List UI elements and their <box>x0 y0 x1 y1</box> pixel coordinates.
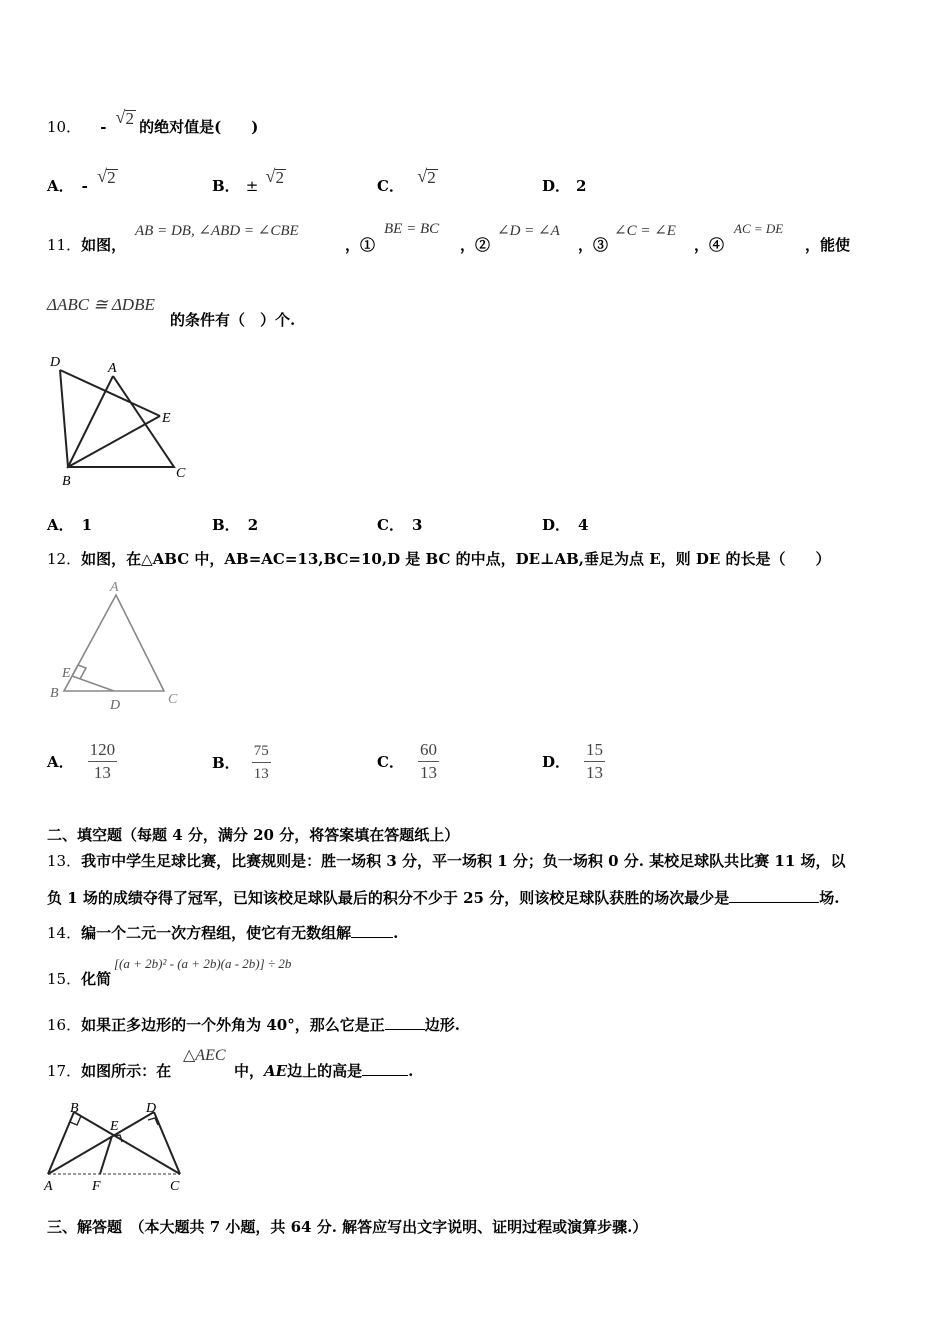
q16-stem: 16．如果正多边形的一个外角为 40°，那么它是正 边形. <box>47 1016 460 1034</box>
q12-option-b: B． $\frac{75}{13}$ <box>212 740 271 785</box>
q10-option-b: B． ± √ 2 <box>212 166 284 195</box>
q11-label-c: C <box>176 466 186 481</box>
section3-heading: 三、解答题 （本大题共 7 小题，共 64 分. 解答应写出文字说明、证明过程或演算步骤.） <box>47 1218 648 1236</box>
q17-stem: 17．如图所示：在 <box>47 1062 172 1080</box>
q17-label-b: B <box>70 1101 79 1116</box>
q11-option-c: C． 3 <box>377 516 423 534</box>
q11-label-e: E <box>162 411 171 426</box>
q10-number: 10． <box>47 118 82 136</box>
q14-number: 14． <box>47 924 82 942</box>
q11-cond4: AC = DE <box>734 221 784 236</box>
q13-number: 13． <box>47 852 82 870</box>
q15-expression: [(a + 2b)² - (a + 2b)(a - 2b)] ÷ 2b <box>114 956 292 971</box>
q13-line2: 负 1 场的成绩夺得了冠军，已知该校足球队最后的积分不少于 25 分，则该校足球队获胜的场次最少是 场. <box>47 889 840 907</box>
q10-text: 的绝对值是( ) <box>139 118 259 136</box>
q10-option-a: A． - √ 2 <box>47 166 116 195</box>
q11-congruence: ΔABC ≅ ΔDBE <box>47 295 155 314</box>
q15-number: 15． <box>47 970 82 988</box>
q11-option-d: D． 4 <box>542 516 589 534</box>
q11-cond2: ∠D = ∠A <box>497 223 560 239</box>
q12-figure <box>42 575 192 715</box>
q12-label-c: C <box>168 692 178 707</box>
q17-label-f: F <box>92 1179 101 1194</box>
q12-stem: 12．如图，在△ABC 中，AB=AC=13,BC=10,D 是 BC 的中点，DE⊥AB,垂足为点 E，则 DE 的长是（ ） <box>47 550 831 568</box>
q10-stem <box>47 107 259 137</box>
q17-triangle: △AEC <box>183 1047 226 1064</box>
q13-answer-blank[interactable] <box>729 888 819 903</box>
q17-figure <box>40 1098 200 1196</box>
q17-label-a: A <box>44 1179 53 1194</box>
q12-option-d: D． $\frac{15}{13}$ <box>542 740 604 782</box>
q11-label-a: A <box>108 361 117 376</box>
q12-number: 12． <box>47 550 82 568</box>
q10-sqrt: √ 2 <box>115 107 135 128</box>
q11-stem: 11．如图， <box>47 236 127 254</box>
q17-label-e: E <box>110 1119 119 1134</box>
q15-stem: 15．化简 <box>47 970 112 988</box>
q10-option-c: C． √ 2 <box>377 166 436 195</box>
q12-label-e: E <box>62 666 71 681</box>
q12-label-b: B <box>50 686 59 701</box>
q16-answer-blank[interactable] <box>385 1015 425 1030</box>
q14-stem: 14．编一个二元一次方程组，使它有无数组解 . <box>47 924 399 942</box>
q11-option-a: A． 1 <box>47 516 93 534</box>
q17-answer-blank[interactable] <box>362 1061 408 1076</box>
section2-heading: 二、填空题（每题 4 分，满分 20 分，将答案填在答题纸上） <box>47 826 460 844</box>
q13-line1: 13．我市中学生足球比赛，比赛规则是：胜一场积 3 分，平一场积 1 分；负一场积 0 分. 某校足球队共比赛 11 场，以 <box>47 852 846 870</box>
q11-label-b: B <box>62 474 71 489</box>
q11-figure <box>40 350 200 490</box>
q12-option-c: C． $\frac{60}{13}$ <box>377 740 437 782</box>
q17-stem-tail: 中，AE边上的高是 . <box>234 1062 414 1080</box>
q11-text2: 的条件有（ ）个. <box>170 311 296 329</box>
q11-given: AB = DB, ∠ABD = ∠CBE <box>135 223 299 239</box>
q11-option-b: B． 2 <box>212 516 259 534</box>
q16-number: 16． <box>47 1016 82 1034</box>
q12-label-d: D <box>110 698 121 713</box>
q11-label-d: D <box>50 355 61 370</box>
q17-number: 17． <box>47 1062 82 1080</box>
q12-label-a: A <box>110 580 119 595</box>
q11-cond1: BE = BC <box>384 221 440 237</box>
q17-label-d: D <box>146 1101 157 1116</box>
q11-number: 11． <box>47 236 82 254</box>
q10-option-d: D． 2 <box>542 177 587 195</box>
q12-option-a: A． $\frac{120}{13}$ <box>47 740 116 782</box>
q14-answer-blank[interactable] <box>351 923 393 938</box>
q11-cond3: ∠C = ∠E <box>614 223 676 239</box>
q10-minus: - <box>100 118 107 136</box>
q17-label-c: C <box>170 1179 180 1194</box>
